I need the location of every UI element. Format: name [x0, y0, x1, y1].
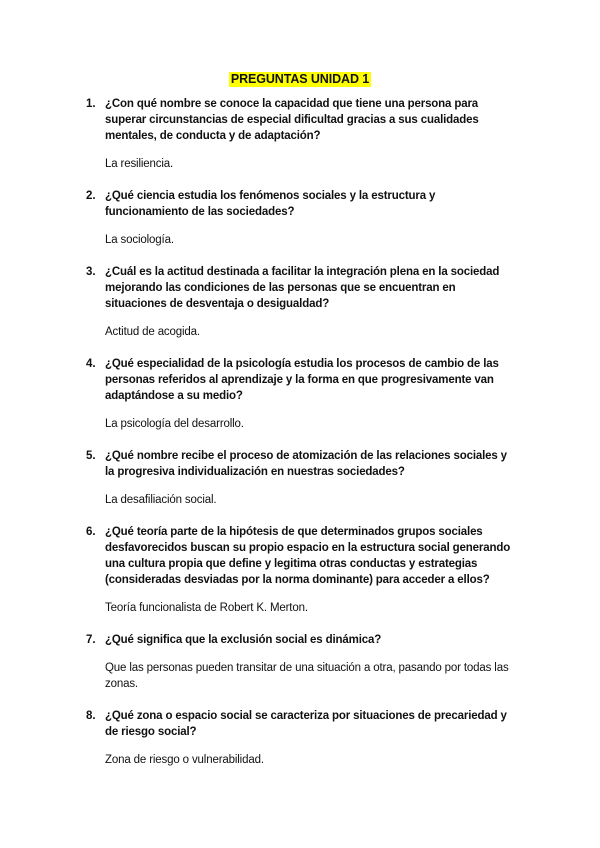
- question-item-8: [86, 708, 516, 768]
- answer-text: La desafiliación social.: [105, 494, 217, 506]
- answer-text: Zona de riesgo o vulnerabilidad.: [105, 754, 264, 766]
- answer-text: Actitud de acogida.: [105, 326, 200, 338]
- question-item-4: [86, 356, 516, 432]
- question-text: ¿Qué especialidad de la psicología estudia los procesos de cambio de las personas referidos al aprendizaje y la forma en que progresivamente van adaptándose a su medio?: [105, 358, 499, 402]
- question-number: 2.: [86, 190, 96, 202]
- question-text: ¿Qué zona o espacio social se caracteriza por situaciones de precariedad y de riesgo social?: [105, 710, 507, 738]
- question-number: 1.: [86, 98, 96, 110]
- question-item-1: [86, 96, 516, 172]
- question-number: 3.: [86, 266, 96, 278]
- question-item-5: [86, 448, 516, 508]
- question-number: 8.: [86, 710, 96, 722]
- question-text: ¿Con qué nombre se conoce la capacidad que tiene una persona para superar circunstancias de especial dificultad gracias a sus cualidades mentales, de conducta y de adaptación?: [105, 98, 479, 142]
- answer-text: Teoría funcionalista de Robert K. Merton.: [105, 602, 308, 614]
- answer-text: La sociología.: [105, 234, 174, 246]
- question-number: 4.: [86, 358, 96, 370]
- question-number: 6.: [86, 526, 96, 538]
- answer-text: La resiliencia.: [105, 158, 174, 170]
- question-list: [86, 96, 516, 768]
- page-title: PREGUNTAS UNIDAD 1: [230, 72, 370, 86]
- title-wrapper: [0, 70, 600, 88]
- question-item-6: [86, 524, 516, 616]
- question-text: ¿Qué teoría parte de la hipótesis de que determinados grupos sociales desfavorecidos buscan su propio espacio en la estructura social generando una cultura propia que define y legitima otras conductas y estrategias (consideradas desviadas por la norma dominante) para acceder a ellos?: [105, 526, 511, 586]
- question-text: ¿Qué ciencia estudia los fenómenos sociales y la estructura y funcionamiento de las sociedades?: [105, 190, 436, 218]
- answer-text: La psicología del desarrollo.: [105, 418, 244, 430]
- question-item-3: [86, 264, 516, 340]
- question-text: ¿Qué nombre recibe el proceso de atomización de las relaciones sociales y la progresiva individualización en nuestras sociedades?: [105, 450, 507, 478]
- question-item-2: [86, 188, 516, 248]
- question-item-7: [86, 632, 516, 692]
- question-text: ¿Cuál es la actitud destinada a facilitar la integración plena en la sociedad mejorando las condiciones de las personas que se encuentran en situaciones de desventaja o desigualdad?: [105, 266, 500, 310]
- question-number: 5.: [86, 450, 96, 462]
- answer-text: Que las personas pueden transitar de una situación a otra, pasando por todas las zonas.: [105, 662, 509, 690]
- question-number: 7.: [86, 634, 96, 646]
- question-text: ¿Qué significa que la exclusión social es dinámica?: [105, 634, 382, 646]
